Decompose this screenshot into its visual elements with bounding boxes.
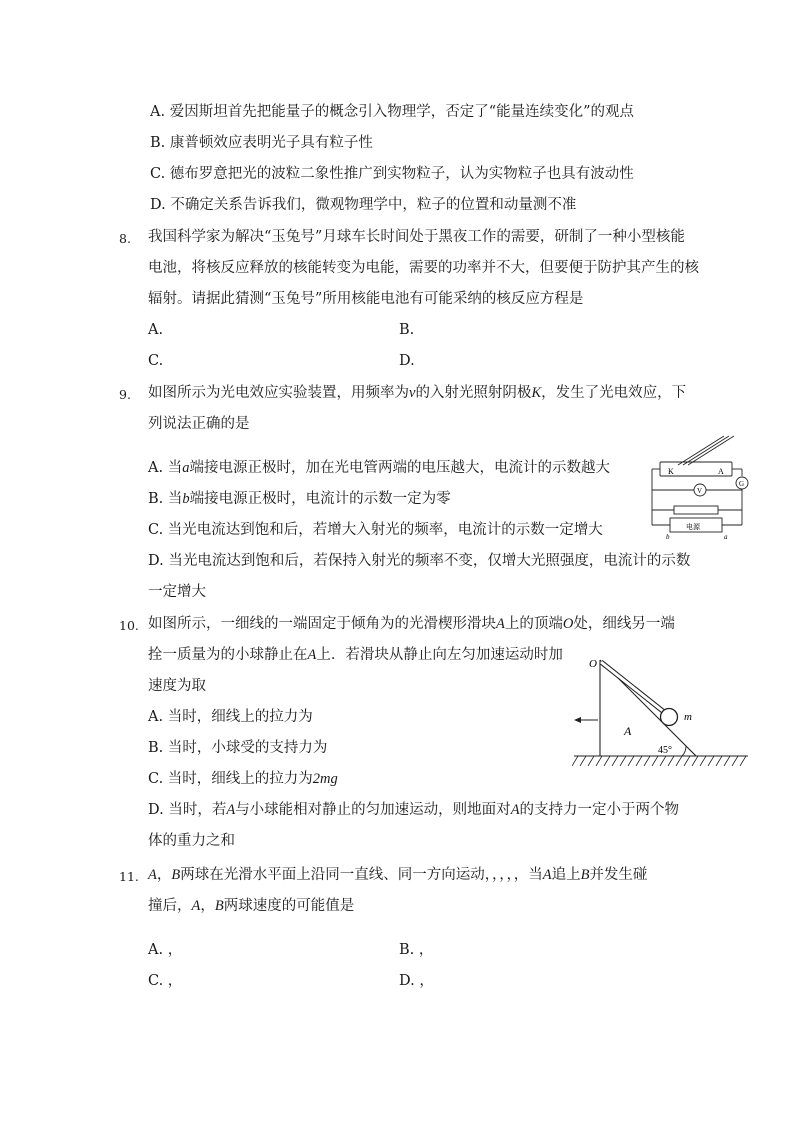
q8-option-d: D. (399, 353, 415, 369)
ground-hatching (572, 756, 746, 766)
light-ray (688, 436, 734, 465)
q7-option-a: A. 爱因斯坦首先把能量子的概念引入物理学，否定了“能量连续变化”的观点 (150, 104, 635, 120)
light-ray (683, 436, 729, 465)
q10-option-a: A. 当时，细线上的拉力为 (148, 709, 313, 725)
q11-option-d: D. ， (399, 973, 434, 989)
q9-option-c: C. 当光电流达到饱和后，若增大入射光的频率，电流计的示数一定增大 (148, 522, 603, 538)
q8-stem-line-3: 辐射。请据此猜测“玉兔号”所用核能电池有可能采纳的核反应方程是 (148, 291, 584, 307)
voltmeter-label: V (697, 487, 703, 495)
q7-option-c: C. 德布罗意把光的波粒二象性推广到实物粒子，认为实物粒子也具有波动性 (150, 166, 634, 182)
terminal-a-label: a (724, 533, 728, 541)
q10-stem-line-2: 拴一质量为的小球静止在A上．若滑块从静止向左匀加速运动时加 (148, 647, 563, 663)
q7-option-b: B. 康普顿效应表明光子具有粒子性 (150, 135, 373, 151)
q9-option-d: D. 当光电流达到饱和后，若保持入射光的频率不变，仅增大光照强度，电流计的示数 (148, 553, 691, 569)
ball (661, 709, 678, 726)
q11-option-a: A. ， (148, 942, 183, 958)
q8-option-a: A. (148, 322, 164, 338)
q10-number: 10. (119, 618, 139, 633)
q8-option-b: B. (399, 322, 415, 338)
anode-label: A (718, 467, 724, 476)
q11-option-b: B. ， (399, 942, 434, 958)
cathode-label: K (668, 467, 674, 476)
q9-option-b: B. 当b端接电源正极时，电流计的示数一定为零 (148, 491, 451, 507)
q8-option-c: C. (148, 353, 164, 369)
q7-option-d: D. 不确定关系告诉我们，微观物理学中，粒子的位置和动量测不准 (150, 197, 577, 213)
galvanometer-label: G (739, 480, 745, 488)
q8-stem-line-2: 电池，将核反应释放的核能转变为电能，需要的功率并不大，但要便于防护其产生的核 (148, 260, 699, 276)
mass-m-label: m (684, 711, 692, 723)
q8-number: 8. (119, 231, 131, 246)
light-ray (678, 436, 724, 465)
q9-number: 9. (119, 387, 131, 402)
point-o-label: O (589, 658, 597, 670)
q10-stem-line-3: 速度为取 (148, 678, 206, 694)
q10-option-d: D. 当时，若A与小球能相对静止的匀加速运动，则地面对A的支持力一定小于两个物 (148, 802, 680, 818)
q11-number: 11. (119, 869, 139, 884)
angle-label: 45° (658, 745, 672, 756)
q9-option-d-continued: 一定增大 (148, 584, 206, 600)
wedge-a-label: A (624, 724, 632, 738)
q9-stem-line-2: 列说法正确的是 (148, 416, 250, 432)
photoelectric-circuit-diagram (638, 432, 756, 542)
q11-option-c: C. ， (148, 973, 183, 989)
terminal-b-label: b (666, 533, 670, 541)
wedge-ball-diagram (572, 652, 752, 772)
q8-stem-line-1: 我国科学家为解决“玉兔号”月球车长时间处于黑夜工作的需要，研制了一种小型核能 (148, 229, 685, 245)
q10-option-c: C. 当时，细线上的拉力为2mg (148, 771, 338, 787)
q11-stem-line-2: 撞后，A，B两球速度的可能值是 (148, 898, 355, 914)
q10-option-d-continued: 体的重力之和 (148, 833, 235, 849)
q9-stem-line-1: 如图所示为光电效应实验装置，用频率为v的入射光照射阴极K，发生了光电效应，下 (148, 385, 687, 401)
q10-option-b: B. 当时，小球受的支持力为 (148, 740, 328, 756)
q11-stem-line-1: A，B两球在光滑水平面上沿同一直线、同一方向运动，，，，，当A追上B并发生碰 (148, 867, 648, 883)
power-supply-label: 电源 (686, 523, 700, 531)
q10-stem-line-1: 如图所示，一细线的一端固定于倾角为的光滑楔形滑块A上的顶端O处，细线另一端 (148, 616, 675, 632)
q9-option-a: A. 当a端接电源正极时，加在光电管两端的电压越大，电流计的示数越大 (148, 460, 610, 476)
